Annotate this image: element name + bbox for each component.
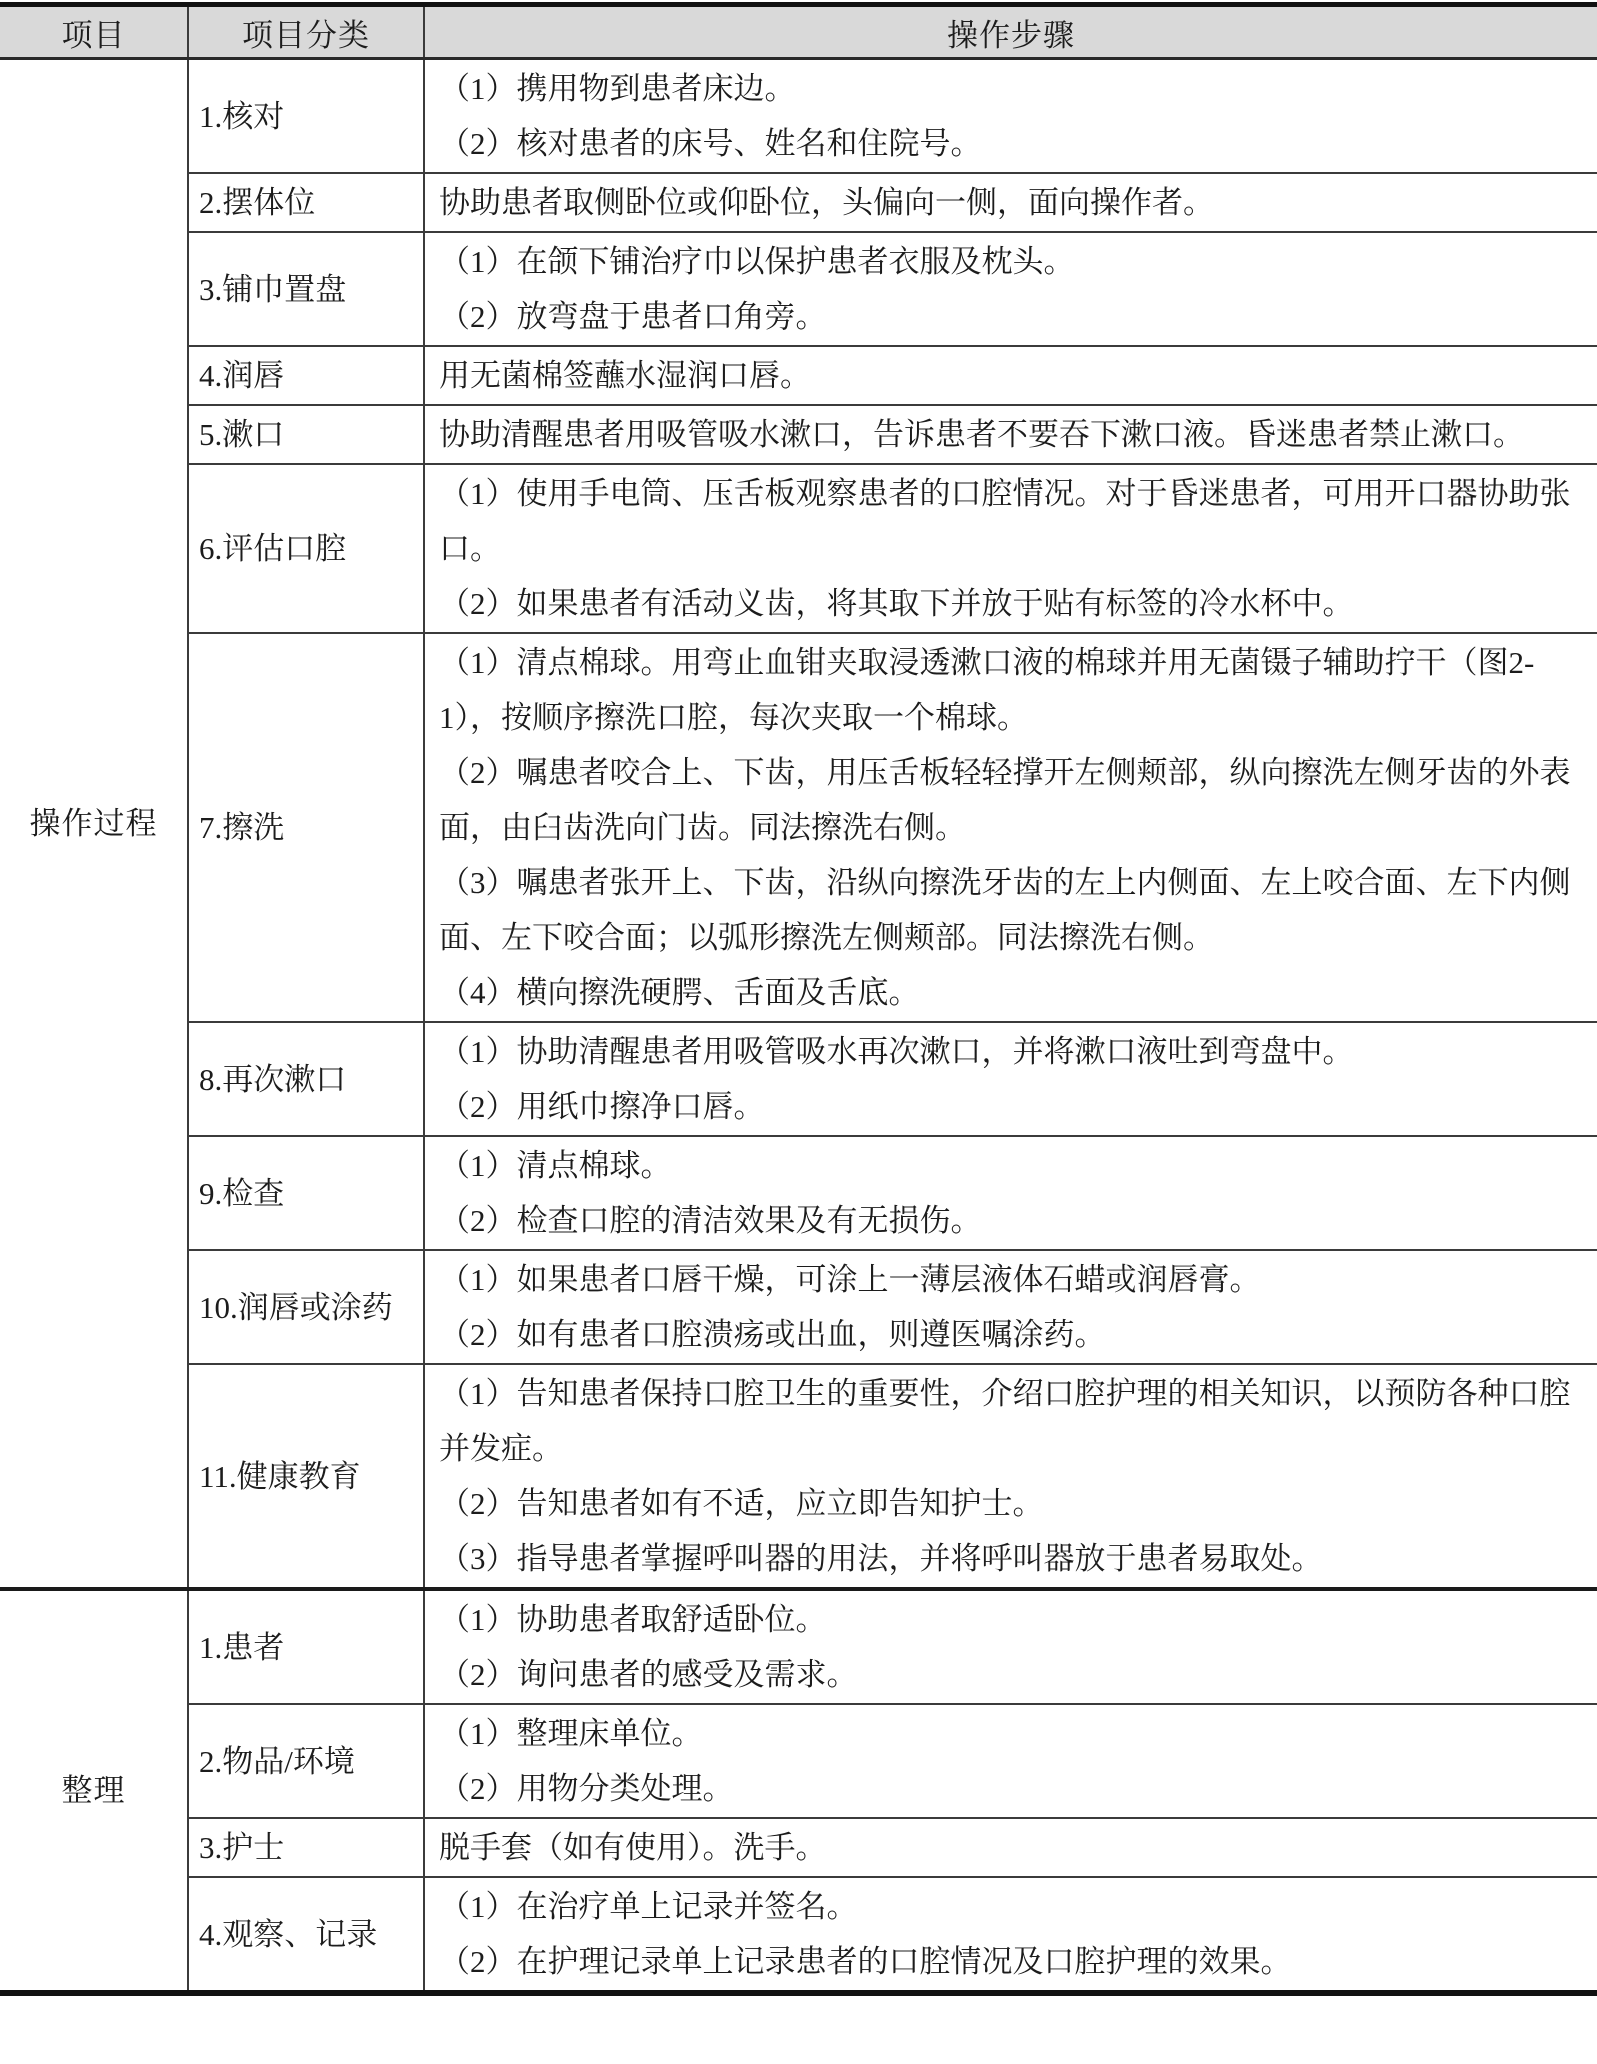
table-row (0, 232, 1597, 346)
category-cell: 8.再次漱口 (188, 1022, 424, 1136)
step-text: （1）清点棉球。 (439, 1148, 672, 1183)
table-row (0, 1589, 1597, 1704)
step-text: （2）核对患者的床号、姓名和住院号。 (439, 126, 982, 161)
table-row (0, 346, 1597, 405)
category-cell: 2.物品/环境 (188, 1704, 424, 1818)
table-row (0, 633, 1597, 1022)
step-text: （4）横向擦洗硬腭、舌面及舌底。 (439, 975, 920, 1010)
step-text: （2）如果患者有活动义齿，将其取下并放于贴有标签的冷水杯中。 (439, 586, 1354, 621)
steps-cell (424, 1136, 1597, 1250)
steps-cell (424, 1589, 1597, 1704)
category-cell: 1.患者 (188, 1589, 424, 1704)
header-cell-category: 项目分类 (188, 5, 424, 59)
step-text: （1）使用手电筒、压舌板观察患者的口腔情况。对于昏迷患者，可用开口器协助张口。 (439, 476, 1571, 566)
step-text: （1）告知患者保持口腔卫生的重要性，介绍口腔护理的相关知识，以预防各种口腔并发症。 (439, 1376, 1571, 1466)
steps-cell (424, 173, 1597, 232)
category-cell: 4.润唇 (188, 346, 424, 405)
section-label: 整理 (0, 1589, 188, 1993)
steps-cell (424, 232, 1597, 346)
table-row (0, 59, 1597, 174)
category-cell: 5.漱口 (188, 405, 424, 464)
section-label: 操作过程 (0, 59, 188, 1590)
step-text: 脱手套（如有使用）。洗手。 (439, 1830, 827, 1865)
steps-cell (424, 1250, 1597, 1364)
steps-cell (424, 1877, 1597, 1993)
procedure-table (0, 2, 1597, 1996)
category-cell: 4.观察、记录 (188, 1877, 424, 1993)
category-cell: 3.铺巾置盘 (188, 232, 424, 346)
step-text: （1）如果患者口唇干燥，可涂上一薄层液体石蜡或润唇膏。 (439, 1262, 1261, 1297)
step-text: （2）询问患者的感受及需求。 (439, 1657, 858, 1692)
step-text: （3）指导患者掌握呼叫器的用法，并将呼叫器放于患者易取处。 (439, 1541, 1323, 1576)
step-text: 协助患者取侧卧位或仰卧位，头偏向一侧，面向操作者。 (439, 185, 1214, 220)
category-cell: 6.评估口腔 (188, 464, 424, 633)
steps-cell (424, 1818, 1597, 1877)
header-cell-item: 项目 (0, 5, 188, 59)
steps-cell (424, 59, 1597, 174)
category-cell: 9.检查 (188, 1136, 424, 1250)
step-text: （2）检查口腔的清洁效果及有无损伤。 (439, 1203, 982, 1238)
steps-cell (424, 1704, 1597, 1818)
steps-cell (424, 1022, 1597, 1136)
steps-cell (424, 346, 1597, 405)
category-cell: 10.润唇或涂药 (188, 1250, 424, 1364)
table-row (0, 1250, 1597, 1364)
step-text: （2）在护理记录单上记录患者的口腔情况及口腔护理的效果。 (439, 1944, 1292, 1979)
step-text: （1）在颌下铺治疗巾以保护患者衣服及枕头。 (439, 244, 1075, 279)
step-text: （2）如有患者口腔溃疡或出血，则遵医嘱涂药。 (439, 1317, 1106, 1352)
step-text: 协助清醒患者用吸管吸水漱口，告诉患者不要吞下漱口液。昏迷患者禁止漱口。 (439, 417, 1524, 452)
table-row (0, 1022, 1597, 1136)
step-text: （2）放弯盘于患者口角旁。 (439, 299, 827, 334)
step-text: （2）用纸巾擦净口唇。 (439, 1089, 765, 1124)
table-row (0, 1136, 1597, 1250)
step-text: （2）告知患者如有不适，应立即告知护士。 (439, 1486, 1044, 1521)
step-text: 用无菌棉签蘸水湿润口唇。 (439, 358, 811, 393)
step-text: （1）整理床单位。 (439, 1716, 703, 1751)
header-cell-steps: 操作步骤 (424, 5, 1597, 59)
steps-cell (424, 633, 1597, 1022)
steps-cell (424, 405, 1597, 464)
steps-cell (424, 464, 1597, 633)
category-cell: 3.护士 (188, 1818, 424, 1877)
table-row (0, 464, 1597, 633)
table-row (0, 405, 1597, 464)
table-row (0, 1704, 1597, 1818)
category-cell: 7.擦洗 (188, 633, 424, 1022)
table-row (0, 1364, 1597, 1589)
table-row (0, 173, 1597, 232)
category-cell: 1.核对 (188, 59, 424, 174)
step-text: （1）在治疗单上记录并签名。 (439, 1889, 858, 1924)
table-body (0, 59, 1597, 1994)
table-row (0, 1818, 1597, 1877)
header-row (0, 5, 1597, 59)
step-text: （3）嘱患者张开上、下齿，沿纵向擦洗牙齿的左上内侧面、左上咬合面、左下内侧面、左下咬合面；以弧形擦洗左侧颊部。同法擦洗右侧。 (439, 865, 1571, 955)
step-text: （1）清点棉球。用弯止血钳夹取浸透漱口液的棉球并用无菌镊子辅助拧干（图2-1），按顺序擦洗口腔，每次夹取一个棉球。 (439, 645, 1535, 735)
category-cell: 2.摆体位 (188, 173, 424, 232)
step-text: （2）用物分类处理。 (439, 1771, 734, 1806)
step-text: （1）协助患者取舒适卧位。 (439, 1602, 827, 1637)
table-row (0, 1877, 1597, 1993)
step-text: （1）协助清醒患者用吸管吸水再次漱口，并将漱口液吐到弯盘中。 (439, 1034, 1354, 1069)
steps-cell (424, 1364, 1597, 1589)
category-cell: 11.健康教育 (188, 1364, 424, 1589)
step-text: （2）嘱患者咬合上、下齿，用压舌板轻轻撑开左侧颊部，纵向擦洗左侧牙齿的外表面，由臼齿洗向门齿。同法擦洗右侧。 (439, 755, 1571, 845)
table-header (0, 5, 1597, 59)
step-text: （1）携用物到患者床边。 (439, 71, 796, 106)
